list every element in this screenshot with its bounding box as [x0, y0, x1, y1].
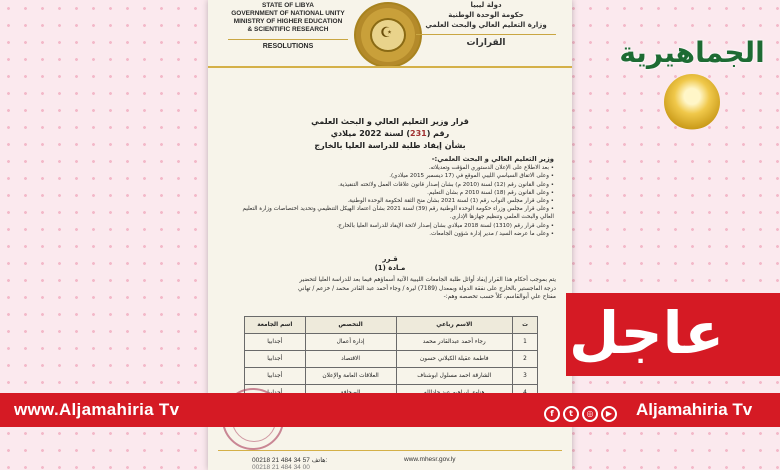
header-ar-line: وزارة التعليم العالي والبحث العلمي: [425, 21, 547, 29]
youtube-icon[interactable]: ▶: [601, 406, 617, 422]
cell-university: أجدابيا: [245, 351, 306, 368]
urgent-label: عاجل: [569, 299, 724, 367]
preamble-line: • وعلى الاتفاق السياسي الليبي الموقع في (17 ديسمبر 2015 ميلادي).: [389, 173, 554, 180]
header-ar-line: دولة ليبيا: [470, 1, 502, 9]
cell-name: رجاء أحمد عبدالقادر محمد: [396, 334, 512, 351]
document-footer: [208, 448, 572, 470]
preamble-line: • وعلى قرار مجلس وزراء حكومة الوحدة الوطنية رقم (39) لسنة 2021 بشأن اعتماد الهيكل التنظيمي وتحديد اختصاصات وزارة التعليم: [242, 206, 554, 213]
header-ar-line: حكومة الوحدة الوطنية: [448, 11, 524, 19]
decree-heading: [248, 255, 532, 273]
col-university: اسم الجامعة: [245, 317, 306, 334]
state-emblem-icon: ☪: [354, 2, 422, 68]
cell-num: 3: [513, 368, 538, 385]
col-name: الاسم رباعي: [396, 317, 512, 334]
table-header-row: [245, 317, 538, 334]
header-arabic: [416, 0, 556, 48]
decree-line: يتم بموجب أحكام هذا القرار إيفاد أوائل طلبة الجامعات الليبية الآتية أسماؤهم فيما بعد للدراسة العليا لتحضير: [299, 277, 556, 283]
cell-name: الشارقة احمد مسلول ابوشناف: [396, 368, 512, 385]
urgent-banner: [566, 293, 780, 376]
resolution-title: [248, 116, 532, 152]
header-english: [228, 2, 348, 51]
logo-sun-icon: [664, 74, 720, 130]
instagram-icon[interactable]: ◎: [582, 406, 598, 422]
header-en-line: STATE OF LIBYA: [262, 2, 314, 9]
facebook-icon[interactable]: f: [544, 406, 560, 422]
channel-name-right: Aljamahiria Tv: [636, 400, 753, 419]
header-resolutions-en: RESOLUTIONS: [228, 39, 348, 51]
preamble-line: • وعلى قرار رقم (1310) لسنة 2018 ميلادي بشأن إصدار لائحة الإيفاد للدراسة العليا بالخارج.: [336, 222, 554, 229]
footer-phone: 00218 21 484 34 57 هاتف:: [252, 457, 328, 464]
title-line3: بشأن إيفاد طلبة للدراسة العليا بالخارج: [314, 141, 466, 150]
cell-university: أجدابيا: [245, 368, 306, 385]
table-row: [245, 368, 538, 385]
header-divider: [208, 66, 572, 68]
table-row: [245, 334, 538, 351]
title-line2: رقم (231) لسنة 2022 ميلادي: [330, 129, 450, 138]
logo-text: الجماهيرية: [619, 36, 765, 69]
decree-text: [226, 276, 556, 302]
twitter-icon[interactable]: t: [563, 406, 579, 422]
cell-num: 1: [513, 334, 538, 351]
cell-name: فاطمة عقيلة الكيلاني حسون: [396, 351, 512, 368]
footer-website: www.mhesr.gov.ly: [404, 456, 456, 463]
preamble-line: • وعلى ما عرضه السيد / مدير إدارة شؤون الجامعات.: [429, 230, 554, 237]
cell-specialty: إدارة أعمال: [305, 334, 396, 351]
cell-specialty: الاقتصاد: [305, 351, 396, 368]
table-row: [245, 351, 538, 368]
header-en-line: & SCIENTIFIC RESEARCH: [247, 26, 329, 33]
preamble-line: • وعلى القانون رقم (18) لسنة 2010 م بشأن التعليم.: [427, 189, 554, 196]
header-en-line: MINISTRY OF HIGHER EDUCATION: [233, 18, 343, 25]
header-resolutions-ar: القرارات: [416, 34, 556, 48]
channel-band: [0, 393, 780, 427]
cell-university: أجدابيا: [245, 334, 306, 351]
resolution-number: 231: [410, 129, 427, 138]
header-en-line: GOVERNMENT OF NATIONAL UNITY: [231, 10, 345, 17]
preamble-line: العالي والبحث العلمي وتنظيم جهازها الإداري.: [449, 214, 554, 221]
footer-phone2: 00218 21 484 34 00: [252, 464, 310, 470]
col-num: ت: [513, 317, 538, 334]
cell-specialty: العلاقات العامة والإعلان: [305, 368, 396, 385]
preamble-line: • بعد الاطلاع على الإعلان الدستوري المؤقت وتعديلاته.: [428, 165, 554, 172]
decree-line: مفتاح علي أبوالقاسم، كلاً حسب تخصصه وهم:-: [443, 294, 556, 300]
preamble: [228, 155, 554, 238]
title-line1: قرار وزير التعليم العالي و البحث العلمي: [311, 117, 469, 126]
decree-word: قـرر: [382, 255, 398, 263]
aljamahiria-logo: [612, 28, 772, 110]
social-icons: [544, 401, 620, 422]
preamble-heading: وزير التعليم العالي و البحث العلمي:-: [431, 155, 554, 163]
col-specialty: التخصص: [305, 317, 396, 334]
decree-line: درجة الماجستير بالخارج على نفقة الدولة وبمعدل (7189) ليرة / وجاء أحمد عبد القادر محمد / خزعم / تهاني: [298, 285, 556, 292]
preamble-line: • وعلى قرار مجلس النواب رقم (1) لسنة 2021 بشأن منح الثقة لحكومة الوحدة الوطنية.: [347, 198, 554, 205]
preamble-line: • وعلى القانون رقم (12) لسنة (2010 م) بشأن إصدار قانون علاقات العمل ولائحته التنفيذية.: [338, 181, 554, 188]
cell-num: 2: [513, 351, 538, 368]
decree-article: مـادة (1): [374, 264, 406, 272]
channel-website-left: www.Aljamahiria Tv: [14, 400, 180, 419]
